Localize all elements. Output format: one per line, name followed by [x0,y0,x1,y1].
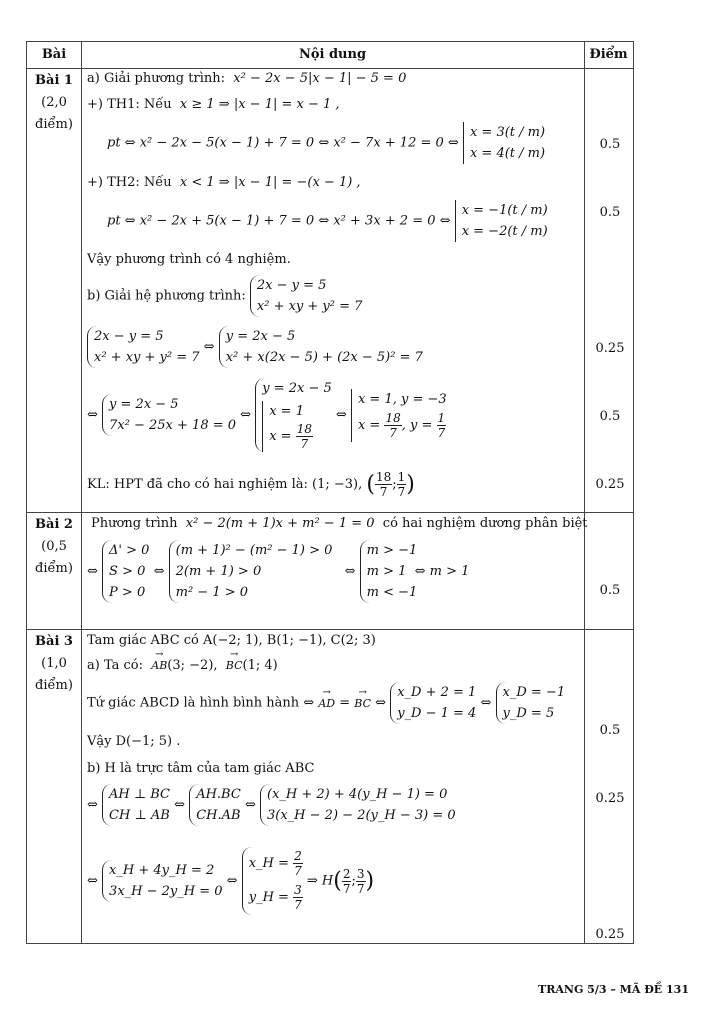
bai1-kl-text: KL: HPT đã cho có hai nghiệm là: (1; −3), [87,477,363,492]
bai1-score: 0.25 [595,477,625,492]
bai1-score: 0.5 [599,205,621,220]
eq: (m + 1)² − (m² − 1) > 0 [175,543,333,558]
bai2-expanded [169,540,333,603]
header-bai: Bài [41,47,67,62]
eq: 3(x_H − 2) − 2(y_H − 3) = 0 [267,808,456,823]
num: 1 [397,470,406,484]
bai3-perp [102,784,170,826]
bai1-points-unit: điểm) [35,117,73,132]
bai3-h-point: ⇒ H [306,873,334,889]
bai1-step1-left [87,326,200,368]
bai1-step2-roots [262,401,332,452]
eq: x_H + 4y_H = 2 [109,863,215,878]
vector-ab-value: (3; −2), [167,658,218,673]
eq: x_H = [248,856,289,871]
bai3-b-step1: ⇔ AH ⊥ BC CH ⊥ AB ⇔ AH.BC CH.AB ⇔ (x_H + 2) + 4(y_H − 1) = 0 3(x_H − 2) − 2(y_H − 3) = 0 [87,784,456,826]
eq: x_D + 2 = 1 [397,685,477,700]
eq: y = 2x − 5 [225,329,296,344]
bai3-linear [102,860,222,902]
eq: m > 1 [366,564,407,579]
bai1-pt1-solutions [463,122,545,164]
row-divider [27,629,633,630]
eq: 7x² − 25x + 18 = 0 [109,418,237,433]
den: 7 [300,437,309,451]
bai1-score: 0.5 [599,409,621,424]
num: 3 [356,866,365,881]
num: 1 [437,410,446,425]
bai3-dot [189,784,241,826]
bai3-hbh-result [496,682,566,724]
bai3-hbh-text: Tứ giác ABCD là hình bình hành ⇔ [87,695,315,711]
bai2-solution: ⇔ Δ' > 0 S > 0 P > 0 ⇔ (m + 1)² − (m² − 1) > 0 2(m + 1) > 0 m² − 1 > 0 ⇔ m > −1 m > 1 ⇔ m > 1 m < −1 [87,540,469,603]
bai2-conditions [102,540,149,603]
den: 7 [379,485,388,499]
bai3-title: Bài 3 [35,634,73,649]
num: 3 [294,883,302,897]
num: 2 [342,866,351,881]
bai1-pt1-root1: x = 3(t / m) [469,125,546,140]
bai1-a-line [87,71,406,86]
bai1-pt2-equation: pt ⇔ x² − 2x + 5(x − 1) + 7 = 0 ⇔ x² + 3x + 2 = 0 ⇔ [107,213,451,229]
bai1-score: 0.25 [595,341,625,356]
eq: y = 2x − 5 [262,381,332,396]
eq: AH.BC [196,787,241,802]
bai1-a-equation: x² − 2x − 5|x − 1| − 5 = 0 [233,71,407,86]
den: 7 [437,425,446,440]
bai1-conclusion-a: Vậy phương trình có 4 nghiệm. [87,252,291,267]
vector-ab: → AB [151,659,167,672]
bai1-step2: ⇔ y = 2x − 5 7x² − 25x + 18 = 0 ⇔ y = 2x − 5 x = 1 x = $\frac{18}{7}$ ⇔ x = 1, y = −3 x = $\frac{18}{7}$ , y = $\frac{1}{7}$ [87,378,447,452]
den: 7 [389,425,397,440]
bai1-step2-result [351,389,447,442]
eq: CH ⊥ AB [109,808,170,823]
bai1-b-eq1: 2x − y = 5 [256,278,327,293]
bai3-score: 0.25 [595,927,625,942]
eq: Δ' > 0 [109,543,150,558]
bai1-step1: 2x − y = 5 x² + xy + y² = 7 ⇔ y = 2x − 5 x² + x(2x − 5) + (2x − 5)² = 7 [87,326,423,368]
eq: x_D = −1 [502,685,566,700]
eq: x = 1 [269,404,304,419]
bai3-b-step2: ⇔ x_H + 4y_H = 2 3x_H − 2y_H = 0 ⇔ x_H = $\frac{2}{7}$ y_H = $\frac{3}{7}$ ⇒ H( $\frac{2}{7}$ ; $\frac{3}{7}$ ) [87,847,374,915]
bai1-step1-right [219,326,423,368]
den: 7 [397,485,406,499]
bai3-solution [242,847,303,915]
bai2-points: (0,5 [41,539,67,554]
eq: m < −1 [366,585,418,600]
bai3-expand [260,784,456,826]
bai2-text2: có hai nghiệm dương phân biệt [382,516,588,531]
bai1-pt2-solutions [455,200,548,242]
bai2-label [27,514,81,580]
den: 7 [342,881,351,896]
bai3-b: b) H là trực tâm của tam giác ABC [87,761,315,776]
bai3-points: (1,0 [41,656,67,671]
eq: , y = [401,417,433,433]
bai2-score: 0.5 [599,583,621,598]
row-divider [27,68,633,69]
bai1-b-system [250,275,363,317]
bai2-text: Phương trình [91,516,178,531]
bai1-step2-left [102,394,236,436]
eq: 2x − y = 5 [94,329,164,344]
eq: x = 1, y = −3 [357,391,447,407]
eq: y_D − 1 = 4 [397,706,477,721]
bai3-points-unit: điểm) [35,678,73,693]
bai3-a-text: a) Ta có: [87,658,143,673]
bai1-kl: KL: HPT đã cho có hai nghiệm là: (1; −3), ( $\frac{18}{7}$ ; $\frac{1}{7}$ ) [87,470,415,499]
col-divider [584,42,585,943]
bai2-points-unit: điểm) [35,561,73,576]
bai1-th2-label: +) TH2: Nếu [87,175,172,190]
vector-bc-value: (1; 4) [242,658,278,673]
den: 7 [356,881,365,896]
bai2-statement [91,516,588,531]
num: 18 [296,422,312,436]
eq: x² + xy + y² = 7 [94,350,200,365]
eq: y_H = [248,890,289,905]
bai2-title: Bài 2 [35,517,73,532]
bai1-b-line [87,275,362,317]
bai1-step2-mid [255,378,332,452]
eq: x = [357,417,381,433]
eq: S > 0 [109,564,146,579]
eq: x² + x(2x − 5) + (2x − 5)² = 7 [225,350,423,365]
bai1-pt1-root2: x = 4(t / m) [469,146,546,161]
bai1-th1-label: +) TH1: Nếu [87,97,172,112]
bai1-points: (2,0 [41,95,67,110]
eq: (x_H + 2) + 4(y_H − 1) = 0 [267,787,448,802]
num: 2 [294,849,302,863]
bai3-intro: Tam giác ABC có A(−2; 1), B(1; −1), C(2; 3) [87,633,376,648]
vector-ad: → AD [318,697,335,710]
num: 18 [375,470,392,484]
bai1-a-title: a) Giải phương trình: [87,71,225,86]
eq: y = 2x − 5 [109,397,179,412]
eq: P > 0 [109,585,146,600]
header-noidung: Nội dung [298,47,367,62]
eq: x = [269,429,292,444]
eq: m > −1 [366,543,418,558]
bai3-a [87,658,278,673]
bai1-score: 0.5 [599,137,621,152]
bai3-score: 0.25 [595,791,625,806]
bai3-vay: Vậy D(−1; 5) . [87,734,181,749]
eq: m² − 1 > 0 [175,585,249,600]
bai1-pt2-root1: x = −1(t / m) [461,203,548,218]
eq: CH.AB [196,808,241,823]
den: 7 [294,864,302,878]
bai3-label [27,631,81,697]
bai1-b-eq2: x² + xy + y² = 7 [256,299,363,314]
vector-bc: → BC [354,697,371,710]
bai2-equation: x² − 2(m + 1)x + m² − 1 = 0 [185,516,375,531]
eq: 2(m + 1) > 0 [175,564,262,579]
answer-table [26,41,634,944]
bai2-result: ⇔ m > 1 [414,564,470,579]
eq: y_D = 5 [502,706,555,721]
bai1-th2 [87,175,361,190]
bai1-th1-condition: x ≥ 1 ⇒ |x − 1| = x − 1 , [179,97,340,112]
bai1-th2-condition: x < 1 ⇒ |x − 1| = −(x − 1) , [179,175,361,190]
bai1-pt2 [107,200,548,242]
den: 7 [294,898,302,912]
bai1-th1 [87,97,340,112]
num: 18 [385,410,401,425]
bai1-title: Bài 1 [35,73,73,88]
page-footer: TRANG 5/3 – MÃ ĐỀ 131 [538,983,689,996]
bai1-b-title: b) Giải hệ phương trình: [87,288,246,304]
row-divider [27,512,633,513]
bai1-label [27,70,81,136]
eq: 3x_H − 2y_H = 0 [109,884,223,899]
col-divider [81,42,82,943]
bai1-pt2-root2: x = −2(t / m) [461,224,548,239]
eq: AH ⊥ BC [109,787,171,802]
bai3-hbh-system [390,682,476,724]
bai3-hbh: Tứ giác ABCD là hình bình hành ⇔ → AD = → BC ⇔ x_D + 2 = 1 y_D − 1 = 4 ⇔ x_D = −1 y_D = 5 [87,682,565,724]
bai1-pt1 [107,122,545,164]
bai1-pt1-equation: pt ⇔ x² − 2x − 5(x − 1) + 7 = 0 ⇔ x² − 7x + 12 = 0 ⇔ [107,135,459,151]
vector-bc: → BC [226,659,243,672]
bai2-simplified [360,540,470,603]
bai3-score: 0.5 [599,723,621,738]
header-diem: Điểm [589,47,628,62]
